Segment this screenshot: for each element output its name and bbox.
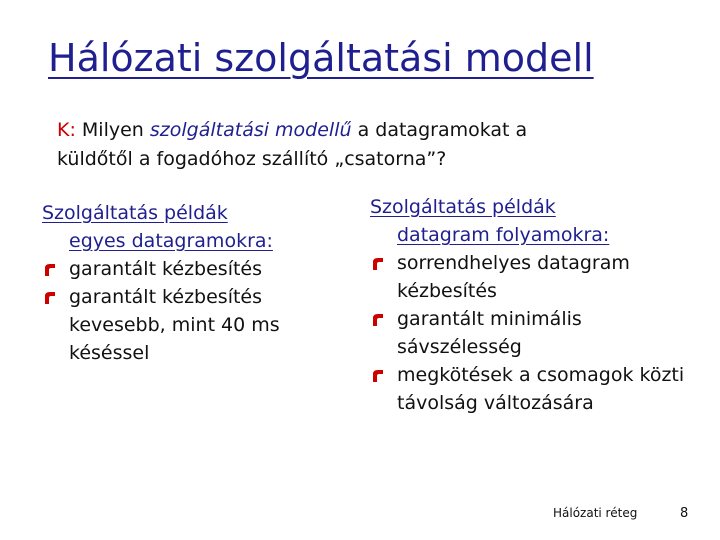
list-item-text: garantált minimális sávszélesség (397, 308, 582, 358)
question-part1: Milyen (75, 119, 150, 141)
list-item-text: megkötések a csomagok közti távolság változására (397, 364, 685, 414)
question-text (57, 116, 687, 174)
right-heading (370, 193, 690, 249)
question-emphasis: szolgáltatási modellű (149, 119, 352, 141)
right-column (370, 193, 690, 417)
question-line2: küldőtől a fogadóhoz szállító „csatorna”? (57, 148, 447, 170)
list-item (42, 283, 342, 367)
footer-label: Hálózati réteg (553, 506, 638, 520)
slide-title: Hálózati szolgáltatási modell (48, 36, 594, 80)
right-bullet-list (370, 249, 690, 417)
list-item-text: garantált kézbesítés kevesebb, mint 40 ms késéssel (69, 286, 280, 364)
left-column (42, 199, 342, 367)
bullet-icon (370, 369, 384, 383)
left-bullet-list (42, 255, 342, 367)
right-heading-line2: datagram folyamokra: (397, 224, 610, 246)
list-item (42, 255, 342, 283)
left-heading-line2: egyes datagramokra: (69, 230, 273, 252)
left-heading (42, 199, 342, 255)
bullet-icon (42, 291, 56, 305)
question-part2: a datagramokat a (351, 119, 528, 141)
list-item-text: sorrendhelyes datagram kézbesítés (397, 252, 630, 302)
list-item (370, 305, 690, 361)
left-heading-line1: Szolgáltatás példák (42, 202, 228, 224)
bullet-icon (370, 257, 384, 271)
bullet-icon (42, 263, 56, 277)
list-item (370, 249, 690, 305)
page-number: 8 (680, 506, 689, 521)
right-heading-line1: Szolgáltatás példák (370, 196, 556, 218)
question-prefix: K: (57, 119, 76, 141)
list-item (370, 361, 690, 417)
bullet-icon (370, 313, 384, 327)
list-item-text: garantált kézbesítés (69, 258, 263, 280)
